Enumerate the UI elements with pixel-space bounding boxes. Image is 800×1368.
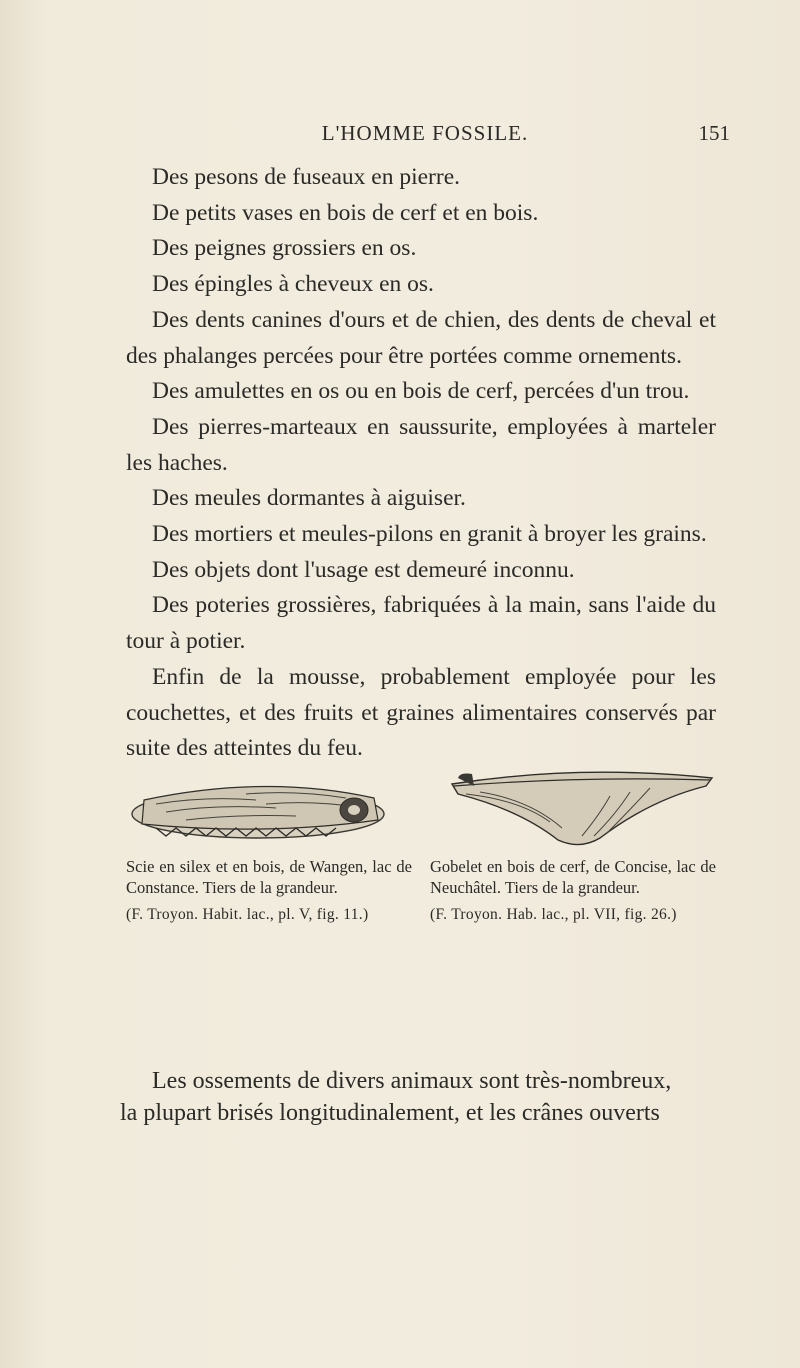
goblet-illustration [430, 770, 716, 848]
figures-row [126, 770, 716, 1060]
paragraph: Des objets dont l'usage est demeuré inconnu. [152, 556, 575, 583]
paragraph: Des dents canines d'ours et de chien, des dents de cheval et des phalanges percées pour être portées comme ornements. [126, 306, 716, 369]
saw-illustration [126, 770, 412, 848]
paragraph: De petits vases en bois de cerf et en bois. [152, 199, 539, 226]
paragraph: Des mortiers et meules-pilons en granit à broyer les grains. [152, 521, 707, 548]
paragraph: Des peignes grossiers en os. [152, 235, 417, 262]
paragraph: Des pierres-marteaux en saussurite, employées à marteler les haches. [126, 413, 716, 476]
page-number: 151 [698, 121, 730, 145]
running-title: L'HOMME FOSSILE. [321, 121, 529, 145]
paragraph: Des épingles à cheveux en os. [152, 271, 434, 298]
paragraph: Des poteries grossières, fabriquées à la main, sans l'aide du tour à potier. [126, 592, 716, 655]
figure-goblet [430, 770, 716, 925]
body-text [126, 160, 716, 767]
closing-line: la plupart brisés longitudinalement, et les crânes ouverts [120, 1100, 660, 1126]
closing-text [120, 1065, 720, 1129]
paragraph: Enfin de la mousse, probablement employée pour les couchettes, et des fruits et graines alimentaires conservés par suite des atteintes du feu. [126, 663, 716, 762]
caption-source: (F. Troyon. Hab. lac., pl. VII, fig. 26.) [430, 906, 677, 923]
figure-saw [126, 770, 412, 925]
paragraph: Des amulettes en os ou en bois de cerf, percées d'un trou. [152, 378, 690, 405]
closing-line: Les ossements de divers animaux sont très-nombreux, [152, 1068, 672, 1094]
paragraph: Des pesons de fuseaux en pierre. [152, 164, 461, 190]
caption-source: (F. Troyon. Habit. lac., pl. V, fig. 11.) [126, 906, 369, 923]
page-header [120, 121, 730, 151]
paragraph: Des meules dormantes à aiguiser. [152, 485, 466, 512]
caption-text: Gobelet en bois de cerf, de Concise, lac de Neuchâtel. Tiers de la grandeur. [430, 857, 716, 897]
caption-text: Scie en silex et en bois, de Wangen, lac de Constance. Tiers de la grandeur. [126, 857, 412, 897]
figure-caption [126, 856, 412, 925]
figure-caption [430, 856, 716, 925]
